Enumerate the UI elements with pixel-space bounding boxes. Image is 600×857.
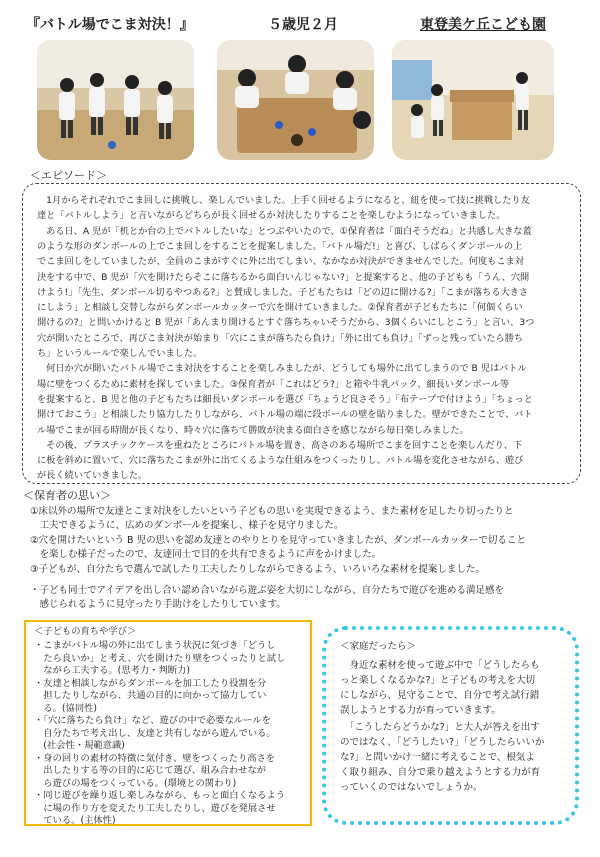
feelings-line: ・子ども同士でアイデアを出し合い認め合いながら遊ぶ姿を大切にしながら、自分たちで遊びを進める満足感を bbox=[30, 585, 505, 596]
growth-label: ＜子どもの育ちや学び＞ bbox=[34, 626, 137, 637]
home-line: にしながら、見守ることで、自分で考え試行錯 bbox=[340, 690, 540, 701]
episode-line: を提案すると、B 児と他の子どもたちは細長いダンボールを選び「ちょうど良さそう」「布テープで付けよう」「ちょっと bbox=[37, 393, 533, 405]
header bbox=[0, 6, 600, 34]
home-line: のではなく、「どうしたい?」「どうしたらいいか bbox=[340, 737, 545, 748]
feelings-label: ＜保育者の思い＞ bbox=[23, 489, 111, 502]
episode-line: 穴が開いたところで、再びこま対決が始まり「穴にこまが落ちたら負け」「外に出ても負け」「ずっと残っていたら勝ち bbox=[37, 332, 524, 344]
home-line: 「こうしたらどうかな?」と大人が答えを出す bbox=[340, 722, 540, 733]
home-line: く取り組み、自分で乗り越えようとする力が育 bbox=[340, 767, 541, 778]
feelings-line: を楽しむ様子だったので、友達同士で目的を共有できるように声をかけました。 bbox=[30, 549, 382, 560]
episode-line: 1月からそれぞれでこま回しに挑戦し、楽しんでいました。上手く回せるようになると、紐を使って技に挑戦したり友 bbox=[37, 195, 530, 206]
growth-line: ・身の回りの素材の特徴に気付き、壁をつくったり高さを bbox=[34, 752, 276, 764]
growth-line: 自分たちで考え出し、友達と共有しながら遊んでいる。 bbox=[34, 727, 276, 739]
growth-line: (社会性・規範意識) bbox=[34, 740, 125, 751]
episode-line: でこま回しをしていましたが、全員のこまがすぐに外に出てしまい、なかなか対決ができませんでした。何度もこま対 bbox=[37, 256, 524, 268]
episode-line: その後、プラスチックケースを重ねたところにバトル場を置き、高さのある場所でこまを回すことを楽しんだり、下 bbox=[37, 439, 523, 451]
age-group: ５歳児２月 bbox=[268, 17, 338, 33]
feelings-line: ②穴を開けたいという B 児の思いを認め友達とのやりとりを見守っていきましたが、ダンボールカッターで切ること bbox=[30, 535, 526, 546]
home-box bbox=[322, 626, 579, 825]
photo-tops-on-cardboard bbox=[217, 40, 374, 160]
home-line: な?」と問いかけ一緒に考えることで、根気よ bbox=[340, 752, 535, 763]
episode-line: 開けるの?」と問いかけると B 児が「あんまり開けるとすぐ落ちちゃいそうだから、3個くらいにしとこう」と言い、3つ bbox=[37, 317, 535, 329]
episode-line: のような形のダンボールの上でこま回しをすることを提案しました。「バトル場だ!」と喜び、しばらくダンボールの上 bbox=[37, 240, 523, 252]
episode-box bbox=[22, 183, 581, 484]
growth-line: ながら工夫する。(思考力・判断力) bbox=[34, 665, 191, 676]
home-line: 身近な素材を使って遊ぶ中で「どうしたらも bbox=[340, 660, 540, 671]
growth-line: ・同じ遊びを繰り返し楽しみながら、もっと面白くなるよう bbox=[34, 790, 286, 801]
feelings-line: 工夫できるように、広めのダンボールを提案し、様子を見守りました。 bbox=[30, 520, 344, 531]
growth-line: ・友達と相談しながらダンボールを加工したり役割を分 bbox=[34, 677, 267, 689]
growth-line: る。(協同性) bbox=[34, 702, 98, 714]
growth-line: ・こまがバトル場の外に出てしまう状況に気づき「どうし bbox=[34, 640, 276, 651]
home-line: っと楽しくなるかな?」と子どもの考えを大切 bbox=[340, 675, 536, 686]
growth-line: ・「穴に落ちたら負け」など、遊びの中で必要なルールを bbox=[34, 715, 271, 726]
photo-battle-arena bbox=[392, 40, 554, 160]
growth-line: 出したりする等の目的に応じて選び、組み合わせなが bbox=[34, 765, 267, 776]
episode-line: けよう!」「先生、ダンボール切るやつある?」と賛成しました。子どもたちは「どの辺に開ける?」「こまが落ちる大きさ bbox=[37, 286, 529, 298]
episode-line: 達と「バトルしよう」と言いながらどちらが長く回せるか対決したりすることを楽しむようになっていきました。 bbox=[37, 210, 506, 222]
school-name: 東登美ケ丘こども園 bbox=[420, 17, 546, 33]
growth-line: に場の作り方を変えたり工夫したりし、遊びを発展させ bbox=[34, 802, 276, 814]
home-label: ＜家庭だったら＞ bbox=[340, 641, 417, 652]
growth-line: 担したりしながら、共通の目的に向かって協力してい bbox=[34, 690, 267, 701]
home-line: 誤しようとする力が育っていきます。 bbox=[340, 705, 501, 716]
feelings-line: ①床以外の場所で友達とこま対決をしたいという子どもの思いを実現できるよう、また素材を足したり切ったりと bbox=[30, 506, 514, 517]
episode-line: 決をする中で、B 児が「穴を開けたらそこに落ちるから面白いんじゃない?」と提案すると、他の子どもも「うん、穴開 bbox=[37, 271, 530, 283]
growth-box bbox=[24, 620, 312, 826]
growth-line: たら良いか」と考え、穴を開けたり壁をつくったりと試し bbox=[34, 652, 286, 664]
feelings-line: ③子どもが、自分たちで選んで試したり工夫したりしながらできるよう、いろいろな素材を提案しました。 bbox=[30, 564, 485, 575]
episode-line: 場に壁をつくるために素材を探していました。③保育者が「これはどう?」と箱や牛乳パック、細長いダンボール等 bbox=[37, 378, 510, 390]
episode-line: 何日か穴が開いたバトル場でこま対決をすることを楽しみましたが、どうしても場外に出てしまうので B 児はバトル bbox=[37, 363, 527, 375]
feelings-line: 感じられるように見守ったり手助けをしたりしています。 bbox=[30, 599, 286, 610]
growth-line: ている。(主体性) bbox=[34, 815, 116, 826]
episode-line: ち」というルールで楽しんでいました。 bbox=[37, 348, 203, 359]
episode-line: にしよう」と相談し交替しながらダンボールカッターで穴を開けていきました。②保育者が子どもたちに「何個くらい bbox=[37, 302, 523, 314]
episode-line: ル場でこまが回る時間が長くなり、時々穴に落ちて勝敗が決まる面白さを感じながら毎日楽しみました。 bbox=[37, 424, 469, 436]
document-title: 『バトル場でこま対決！』 bbox=[26, 17, 194, 33]
episode-line: が長く続いていきました。 bbox=[37, 470, 148, 482]
episode-line: ある日、A 児が「机とか台の上でバトルしたいな」とつぶやいたので、①保育者は「面白そうだね」と共感し大きな蓋 bbox=[37, 225, 532, 237]
photo-children-spinning-tops bbox=[37, 40, 194, 160]
growth-line: ら遊びの場をつくっている。(環境との関わり) bbox=[34, 777, 237, 789]
episode-line: 開けておこう」と相談したり協力したりしながら、バトル場の端に段ボールの壁を貼りました。壁ができたことで、バト bbox=[37, 409, 533, 421]
home-line: っていくのではないでしょうか。 bbox=[340, 782, 483, 793]
episode-line: に板を斜めに置いて、穴に落ちたこまが外に出てくるような仕組みをつくったりし、バトル場を変化させながら、遊び bbox=[37, 455, 524, 467]
episode-label: ＜エピソード＞ bbox=[30, 169, 107, 182]
